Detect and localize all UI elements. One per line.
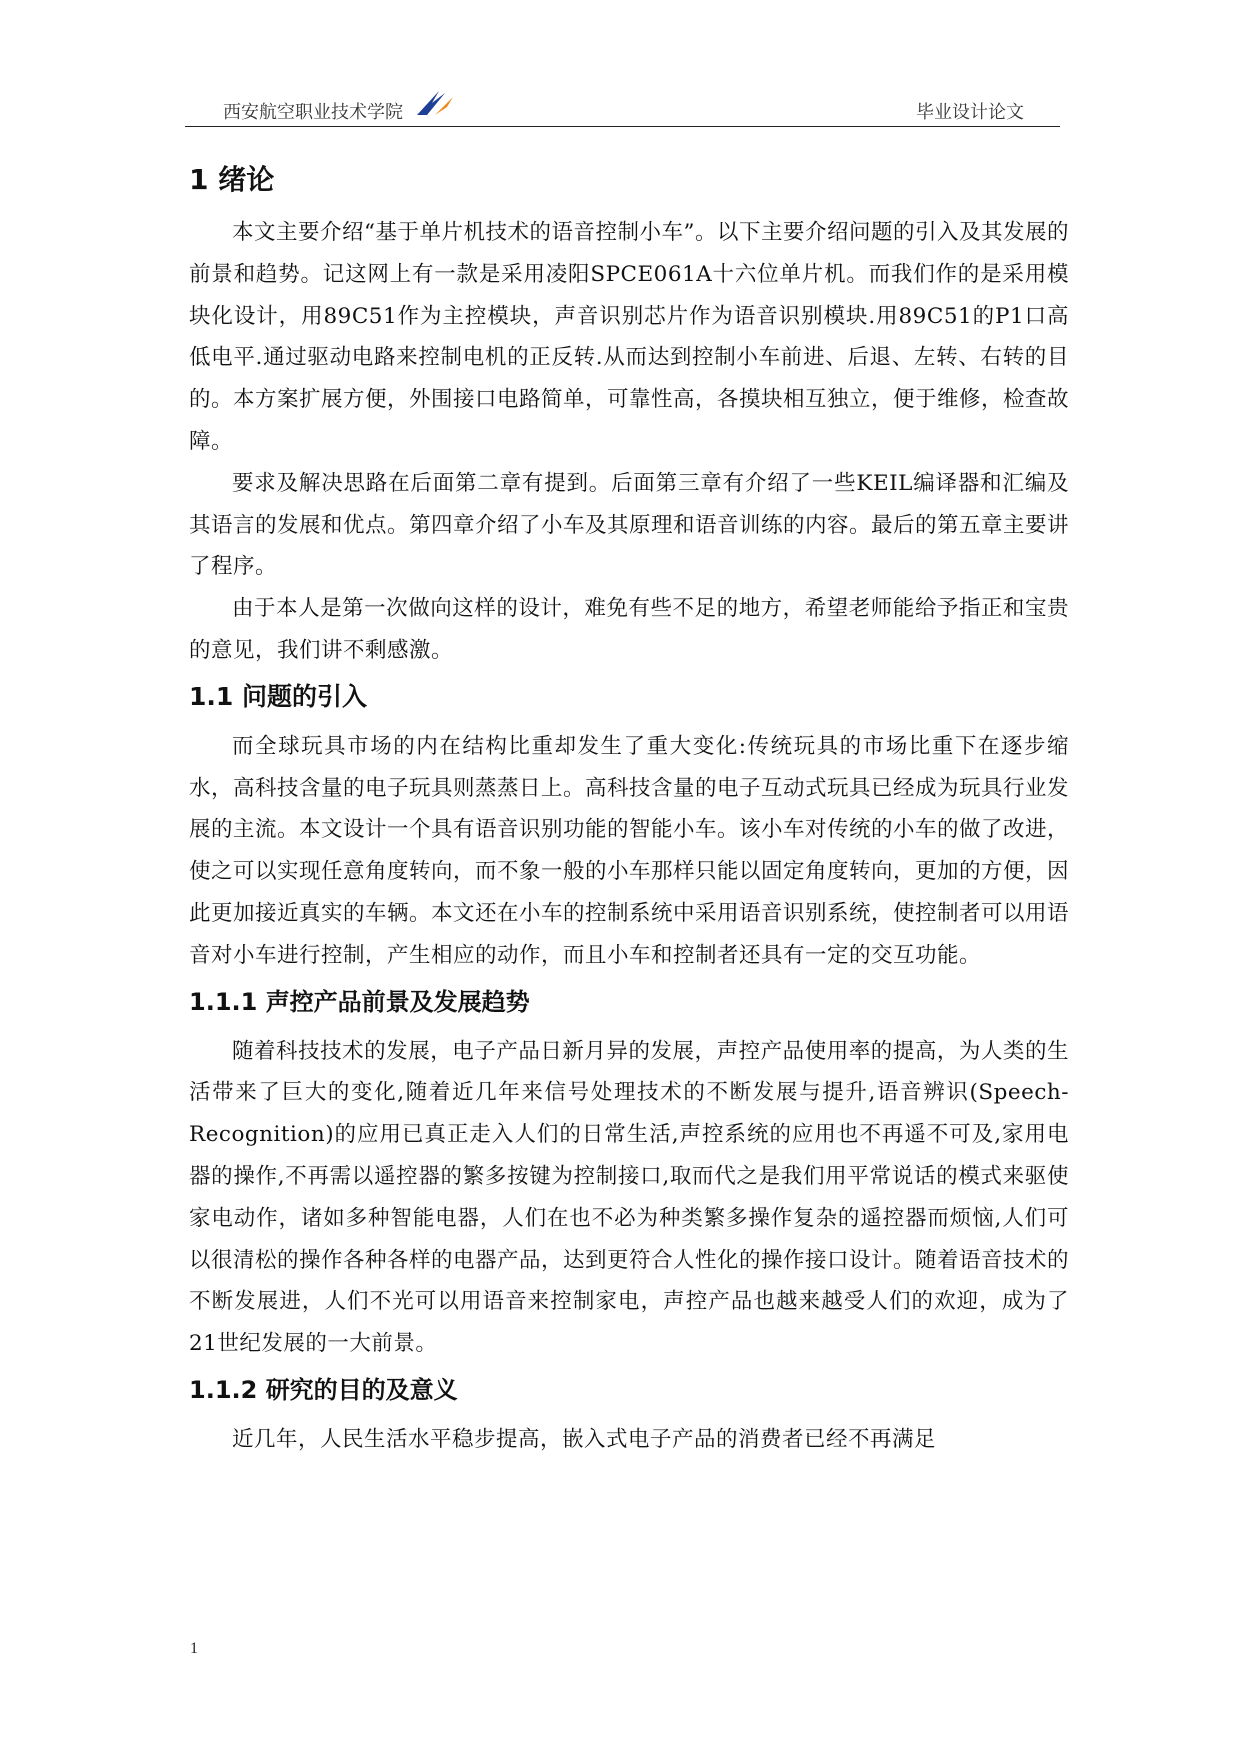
page-number: 1 — [190, 1640, 198, 1657]
section-title: 1.1 问题的引入 — [189, 681, 367, 711]
header-doc-type: 毕业设计论文 — [916, 102, 1024, 122]
paragraph: 要求及解决思路在后面第二章有提到。后面第三章有介绍了一些KEIL编译器和汇编及其语言的发展和优点。第四章介绍了小车及其原理和语音训练的内容。最后的第五章主要讲了程序。 — [189, 470, 1070, 580]
page-header — [185, 86, 1060, 127]
paragraph: 由于本人是第一次做向这样的设计，难免有些不足的地方，希望老师能给予指正和宝贵的意见，我们讲不剩感激。 — [189, 596, 1069, 663]
paragraph: 而全球玩具市场的内在结构比重却发生了重大变化:传统玩具的市场比重下在逐步缩水，高科技含量的电子玩具则蒸蒸日上。高科技含量的电子互动式玩具已经成为玩具行业发展的主流。本文设计一个具有语音识别功能的智能小车。该小车对传统的小车的做了改进，使之可以实现任意角度转向，而不象一般的小车那样只能以固定角度转向，更加的方便，因此更加接近真实的车辆。本文还在小车的控制系统中采用语音识别系统，使控制者可以用语音对小车进行控制，产生相应的动作，而且小车和控制者还具有一定的交互功能。 — [189, 733, 1070, 968]
paragraph: 近几年，人民生活水平稳步提高，嵌入式电子产品的消费者已经不再满足 — [232, 1426, 937, 1452]
chapter-title: 1 绪论 — [189, 163, 275, 196]
paragraph: 本文主要介绍“基于单片机技术的语音控制小车”。以下主要介绍问题的引入及其发展的前景和趋势。记这网上有一款是采用凌阳SPCE061A十六位单片机。而我们作的是采用模块化设计，用89C51作为主控模块，声音识别芯片作为语音识别模块.用89C51的P1口高低电平.通过驱动电路来控制电机的正反转.从而达到控制小车前进、后退、左转、右转的目的。本方案扩展方便，外围接口电路简单，可靠性高，各摸块相互独立，便于维修，检查故障。 — [189, 220, 1070, 454]
document-body — [189, 160, 1069, 1461]
header-institution: 西安航空职业技术学院 — [223, 102, 403, 122]
subsection-title: 1.1.2 研究的目的及意义 — [189, 1375, 458, 1404]
subsection-title: 1.1.1 声控产品前景及发展趋势 — [189, 987, 530, 1016]
institution-logo-icon — [413, 88, 457, 118]
paragraph: 随着科技技术的发展，电子产品日新月异的发展，声控产品使用率的提高，为人类的生活带来了巨大的变化,随着近几年来信号处理技术的不断发展与提升,语音辨识(Speech-Recognition)的应用已真正走入人们的日常生活,声控系统的应用也不再遥不可及,家用电器的操作,不再需以遥控器的繁多按键为控制接口,取而代之是我们用平常说话的模式来驱使家电动作，诸如多种智能电器，人们在也不必为种类繁多操作复杂的遥控器而烦恼,人们可以很清松的操作各种各样的电器产品，达到更符合人性化的操作接口设计。随着语音技术的不断发展进，人们不光可以用语音来控制家电，声控产品也越来越受人们的欢迎，成为了21世纪发展的一大前景。 — [189, 1038, 1070, 1357]
